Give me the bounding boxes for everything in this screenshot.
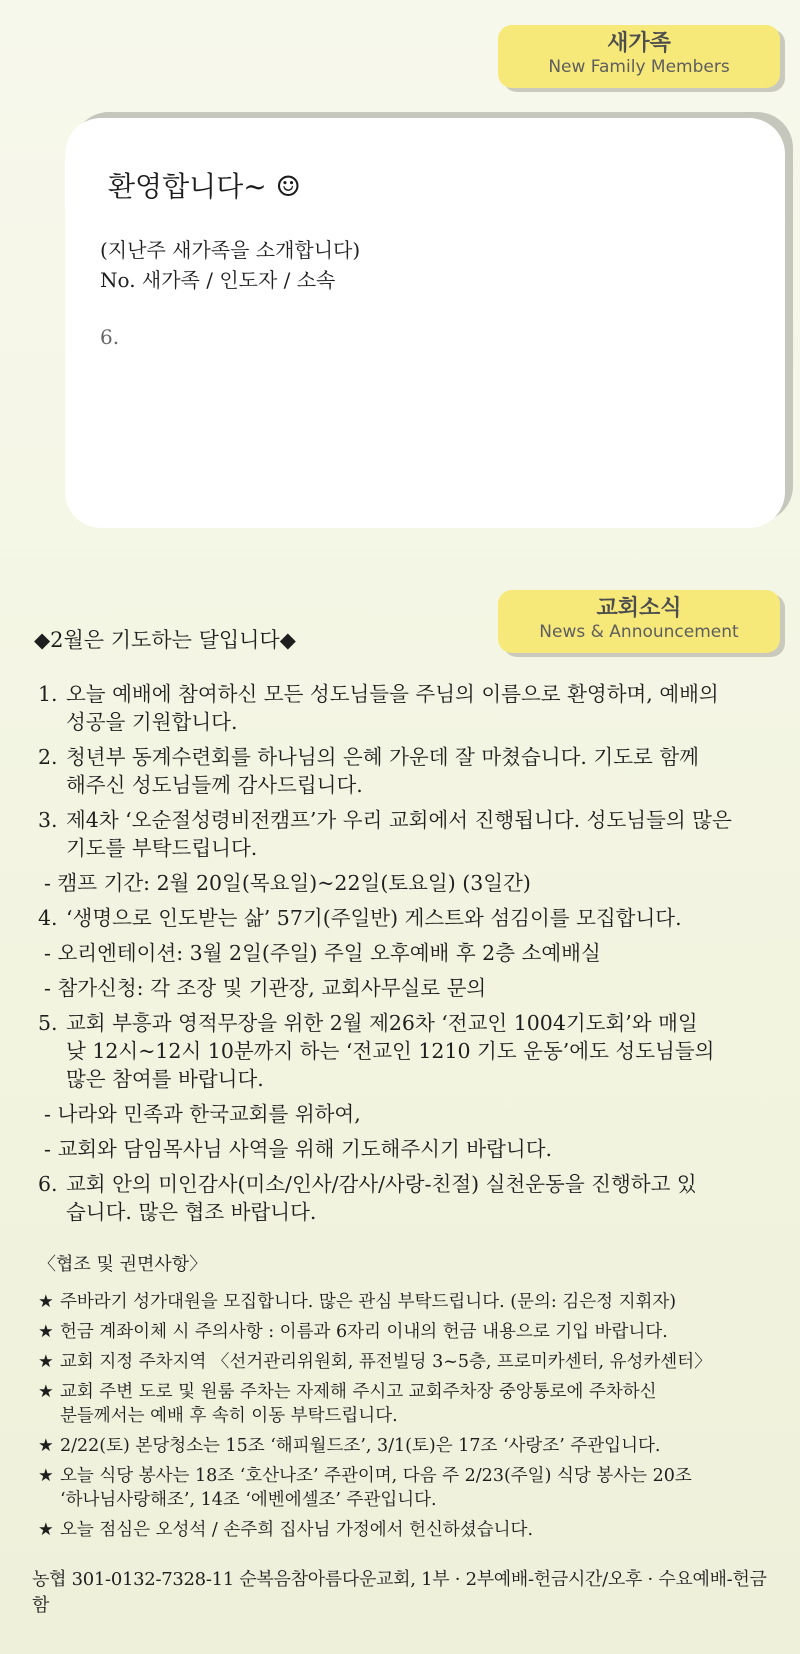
- month-prayer-title: ◆2월은 기도하는 달입니다◆: [34, 628, 296, 652]
- cooperation-item: [38, 1380, 758, 1428]
- news-item-text: 습니다. 많은 협조 바랍니다.: [66, 1200, 317, 1224]
- new-family-tag-korean: 새가족: [607, 31, 671, 56]
- cooperation-text: 분들께서는 예배 후 속히 이동 부탁드립니다.: [60, 1406, 398, 1426]
- news-tag-korean: 교회소식: [596, 596, 682, 621]
- news-item: [38, 743, 753, 800]
- cooperation-item: [38, 1290, 758, 1314]
- news-item-text: ‘생명으로 인도받는 삶’ 57기(주일반) 게스트와 섬김이를 모집합니다.: [66, 906, 682, 930]
- news-item: [38, 904, 753, 933]
- news-tag-english: News & Announcement: [539, 622, 739, 643]
- news-item-number: 3.: [38, 808, 58, 832]
- welcome-heading: 환영합니다~ ☺: [108, 170, 301, 203]
- news-item-text: 교회 부흥과 영적무장을 위한 2월 제26차 ‘전교인 1004기도회’와 매일: [66, 1011, 698, 1035]
- cooperation-item: [38, 1464, 758, 1512]
- news-item-number: 5.: [38, 1011, 58, 1035]
- star-icon: ★: [38, 1466, 54, 1486]
- cooperation-title: 〈협조 및 권면사항〉: [38, 1254, 208, 1275]
- news-subitem: - 교회와 담임목사님 사역을 위해 기도해주시기 바랍니다.: [44, 1137, 553, 1161]
- news-item: [38, 680, 753, 737]
- star-icon: ★: [38, 1352, 54, 1372]
- cooperation-text: 오늘 점심은 오성석 / 손주희 집사님 가정에서 헌신하셨습니다.: [60, 1520, 534, 1540]
- news-item-text: 오늘 예배에 참여하신 모든 성도님들을 주님의 이름으로 환영하며, 예배의: [66, 682, 719, 706]
- news-item: [38, 1170, 753, 1227]
- star-icon: ★: [38, 1436, 54, 1456]
- star-icon: ★: [38, 1382, 54, 1402]
- cooperation-list: [38, 1290, 758, 1548]
- cooperation-text: 2/22(토) 본당청소는 15조 ‘해피월드조’, 3/1(토)은 17조 ‘사랑조’ 주관입니다.: [60, 1436, 661, 1456]
- cooperation-item: [38, 1320, 758, 1344]
- star-icon: ★: [38, 1292, 54, 1312]
- cooperation-text: ‘하나님사랑해조’, 14조 ‘에벤에셀조’ 주관입니다.: [60, 1490, 437, 1510]
- cooperation-item: [38, 1350, 758, 1374]
- news-subitem: - 오리엔테이션: 3월 2일(주일) 주일 오후예배 후 2층 소예배실: [44, 941, 601, 965]
- new-family-tag-english: New Family Members: [548, 57, 730, 78]
- new-family-tag: [498, 25, 780, 88]
- cooperation-text: 헌금 계좌이체 시 주의사항 : 이름과 6자리 이내의 헌금 내용으로 기입 바랍니다.: [60, 1322, 668, 1342]
- cooperation-item: [38, 1434, 758, 1458]
- intro-columns: No. 새가족 / 인도자 / 소속: [100, 268, 336, 292]
- news-item: [38, 806, 753, 863]
- news-item-text: 청년부 동계수련회를 하나님의 은혜 가운데 잘 마쳤습니다. 기도로 함께: [66, 745, 699, 769]
- cooperation-text: 주바라기 성가대원을 모집합니다. 많은 관심 부탁드립니다. (문의: 김은정 지휘자): [60, 1292, 677, 1312]
- intro-line: (지난주 새가족을 소개합니다): [100, 238, 361, 262]
- news-item-text: 성공을 기원합니다.: [66, 710, 238, 734]
- cooperation-text: 오늘 식당 봉사는 18조 ‘호산나조’ 주관이며, 다음 주 2/23(주일) 식당 봉사는 20조: [60, 1466, 692, 1486]
- news-list: [38, 680, 753, 1233]
- new-family-intro: [100, 235, 360, 295]
- star-icon: ★: [38, 1322, 54, 1342]
- cooperation-text: 교회 지정 주차지역 〈선거관리위원회, 퓨전빌딩 3~5층, 프로미카센터, 유성카센터〉: [60, 1352, 712, 1372]
- news-item-text: 많은 참여를 바랍니다.: [66, 1067, 264, 1091]
- news-item-number: 2.: [38, 745, 58, 769]
- news-subitem: - 캠프 기간: 2월 20일(목요일)~22일(토요일) (3일간): [44, 871, 531, 895]
- offering-account-footer: 농협 301-0132-7328-11 순복음참아름다운교회, 1부 · 2부예배-헌금시간/오후 · 수요예배-헌금함: [32, 1569, 767, 1616]
- news-item-number: 1.: [38, 682, 58, 706]
- news-item-text: 해주신 성도님들께 감사드립니다.: [66, 773, 363, 797]
- news-item-text: 제4차 ‘오순절성령비전캠프’가 우리 교회에서 진행됩니다. 성도님들의 많은: [66, 808, 732, 832]
- cooperation-text: 교회 주변 도로 및 원룸 주차는 자제해 주시고 교회주차장 중앙통로에 주차하신: [60, 1382, 657, 1402]
- news-subitem: - 참가신청: 각 조장 및 기관장, 교회사무실로 문의: [44, 976, 487, 1000]
- news-item: [38, 1009, 753, 1094]
- news-item-text: 낮 12시~12시 10분까지 하는 ‘전교인 1210 기도 운동’에도 성도님들의: [66, 1039, 715, 1063]
- cooperation-item: [38, 1518, 758, 1542]
- news-item-number: 6.: [38, 1172, 58, 1196]
- new-family-entry: 6.: [100, 325, 120, 349]
- news-item-text: 기도를 부탁드립니다.: [66, 836, 258, 860]
- star-icon: ★: [38, 1520, 54, 1540]
- news-item-text: 교회 안의 미인감사(미소/인사/감사/사랑-친절) 실천운동을 진행하고 있: [66, 1172, 697, 1196]
- news-item-number: 4.: [38, 906, 58, 930]
- news-subitem: - 나라와 민족과 한국교회를 위하여,: [44, 1102, 361, 1126]
- news-tag: [498, 590, 780, 653]
